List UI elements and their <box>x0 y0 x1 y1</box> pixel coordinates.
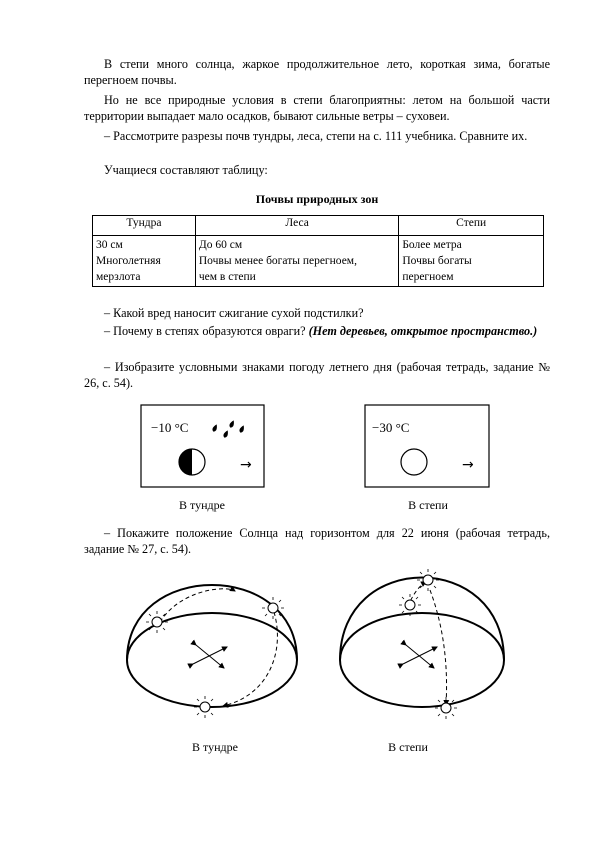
sun-caption-steppe: В степи <box>388 740 428 754</box>
rain-drops-icon <box>211 420 245 439</box>
sun-path-diagram-steppe <box>340 569 504 754</box>
cell-line: перегноем <box>402 271 454 283</box>
weather-card-tundra <box>141 405 264 512</box>
cell-line: Многолетняя <box>96 255 161 267</box>
header-tundra: Тундра <box>93 216 196 236</box>
question-burning: – Какой вред наносит сжигание сухой подстилки? <box>104 306 364 320</box>
compass-cross-icon <box>193 645 227 668</box>
cell-line: До 60 см <box>198 239 243 251</box>
cell-line: чем в степи <box>198 271 256 283</box>
question-sun: – Покажите положение Солнца над горизонтом для 22 июня (рабочая тетрадь, задание № 27, с. 54). <box>84 526 550 556</box>
cell-line: Почвы богаты <box>402 255 472 267</box>
question-weather: – Изобразите условными знаками погоду летнего дня (рабочая тетрадь, задание № 26, с. 54). <box>84 360 550 390</box>
question-ravines-text: – Почему в степях образуются овраги? <box>104 324 306 338</box>
sun-caption-tundra: В тундре <box>192 740 238 754</box>
weather-card-steppe <box>365 405 489 512</box>
weather-frame <box>365 405 489 487</box>
wind-arrow-icon: → <box>462 457 474 473</box>
header-forest: Леса <box>195 216 398 236</box>
half-cloudy-icon <box>179 449 205 475</box>
wind-arrow-icon: → <box>240 457 252 473</box>
compass-cross-icon <box>403 645 437 668</box>
sun-icon <box>262 597 284 619</box>
cell-line: Почвы менее богаты перегноем, <box>198 255 357 267</box>
sun-icon <box>146 611 168 633</box>
cell-line: 30 см <box>96 239 123 251</box>
horizon-ellipse <box>340 613 504 707</box>
horizon-ellipse <box>127 613 297 707</box>
paragraph-students-table: Учащиеся составляют таблицу: <box>104 163 268 177</box>
sun-trajectory <box>430 590 447 705</box>
header-steppe: Степи <box>399 216 544 236</box>
temperature-label: −10 °C <box>151 420 189 435</box>
sun-path-diagram-tundra <box>127 580 297 754</box>
sky-dome <box>340 578 504 661</box>
weather-caption-steppe: В степи <box>408 498 448 512</box>
table-title: Почвы природных зон <box>255 192 379 206</box>
cell-line: мерзлота <box>96 271 141 283</box>
paragraph-steppe-sun: В степи много солнца, жаркое продолжительное лето, короткая зима, богатые перегноем почвы. <box>84 57 550 87</box>
paragraph-task-soils: – Рассмотрите разрезы почв тундры, леса, степи на с. 111 учебника. Сравните их. <box>104 129 528 143</box>
sun-icon <box>417 569 439 591</box>
question-ravines-answer: (Нет деревьев, открытое пространство.) <box>308 324 538 338</box>
clear-sky-icon <box>401 449 427 475</box>
weather-caption-tundra: В тундре <box>179 498 225 512</box>
temperature-label: −30 °C <box>372 420 410 435</box>
paragraph-steppe-conditions: Но не все природные условия в степи благоприятны: летом на большой части территории выпадает мало осадков, бывают сильные ветры – суховеи. <box>84 93 550 123</box>
weather-frame <box>141 405 264 487</box>
cell-line: Более метра <box>402 239 462 251</box>
